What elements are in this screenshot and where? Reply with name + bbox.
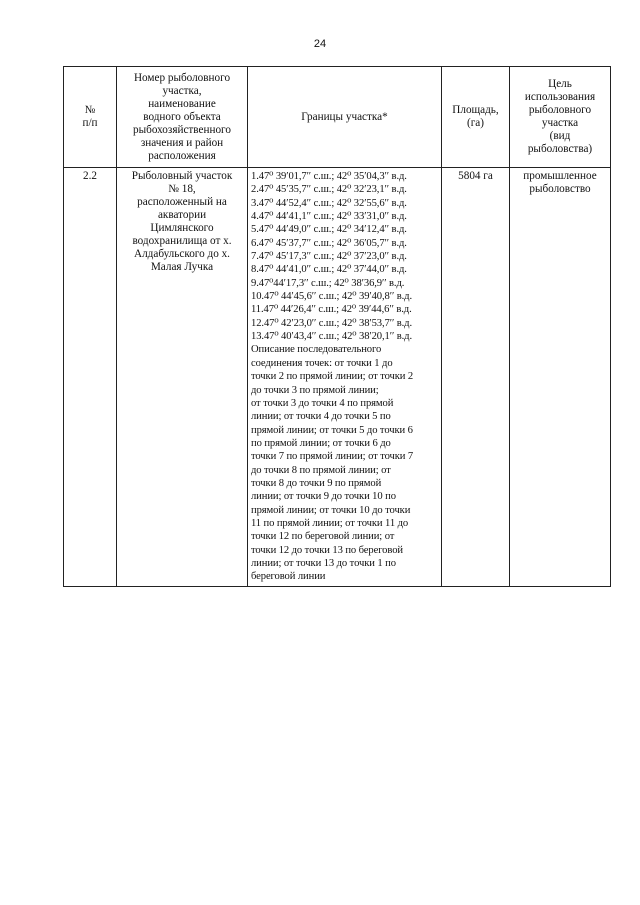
connection-description: прямой линии; от точки 5 до точки 6 <box>251 424 413 436</box>
coordinate-point: 3.47⁰ 44′52,4′′ с.ш.; 42⁰ 32′55,6′′ в.д. <box>251 197 407 209</box>
table-row <box>64 168 611 587</box>
connection-description: до точки 3 по прямой линии; <box>251 384 379 396</box>
connection-description: Описание последовательного <box>251 344 382 356</box>
connection-description: до точки 8 по прямой линии; от <box>251 464 391 476</box>
connection-description: точки 12 до точки 13 по береговой <box>251 544 403 556</box>
connection-description: по прямой линии; от точки 6 до <box>251 437 391 449</box>
connection-description: точки 2 по прямой линии; от точки 2 <box>251 371 414 383</box>
header-area: Площадь, (га) <box>442 67 510 168</box>
coordinate-point: 10.47⁰ 44′45,6′′ с.ш.; 42⁰ 39′40,8′′ в.д. <box>251 291 413 303</box>
coordinate-point: 6.47⁰ 45′37,7′′ с.ш.; 42⁰ 36′05,7′′ в.д. <box>251 237 407 249</box>
connection-description: прямой линии; от точки 10 до точки <box>251 504 411 516</box>
connection-description: от точки 3 до точки 4 по прямой <box>251 397 394 409</box>
header-purpose: Цель использования рыболовного участка (вид рыболовства) <box>510 67 611 168</box>
connection-description: линии; от точки 4 до точки 5 по <box>251 411 391 423</box>
header-bounds: Границы участка* <box>248 67 442 168</box>
row-num: 2.2 <box>64 168 117 587</box>
connection-description: соединения точек: от точки 1 до <box>251 357 393 369</box>
row-bounds <box>248 168 442 587</box>
connection-description: точки 12 по береговой линии; от <box>251 531 395 543</box>
coordinate-point: 12.47⁰ 42′23,0′′ с.ш.; 42⁰ 38′53,7′′ в.д. <box>251 317 413 329</box>
table-header-row <box>64 67 611 168</box>
coordinate-point: 8.47⁰ 44′41,0′′ с.ш.; 42⁰ 37′44,0′′ в.д. <box>251 264 407 276</box>
connection-description: линии; от точки 13 до точки 1 по <box>251 557 396 569</box>
coordinate-point: 9.47⁰44′17,3′′ с.ш.; 42⁰ 38′36,9′′ в.д. <box>251 277 405 289</box>
page-number: 24 <box>313 38 327 50</box>
connection-description: береговой линии <box>251 571 326 583</box>
header-name: Номер рыболовного участка, наименование водного объекта рыбохозяйственного значения и район расположения <box>117 67 248 168</box>
row-purpose: промышленное рыболовство <box>510 168 611 587</box>
connection-description: 11 по прямой линии; от точки 11 до <box>251 517 409 529</box>
coordinate-point: 4.47⁰ 44′41,1′′ с.ш.; 42⁰ 33′31,0′′ в.д. <box>251 211 407 223</box>
coordinate-point: 1.47⁰ 39′01,7′′ с.ш.; 42⁰ 35′04,3′′ в.д. <box>251 171 407 182</box>
connection-description: точки 8 до точки 9 по прямой <box>251 477 382 489</box>
coordinate-point: 2.47⁰ 45′35,7′′ с.ш.; 42⁰ 32′23,1′′ в.д. <box>251 184 407 196</box>
coordinate-point: 13.47⁰ 40′43,4′′ с.ш.; 42⁰ 38′20,1′′ в.д. <box>251 331 413 343</box>
fishing-sites-table <box>63 66 611 587</box>
coordinate-point: 11.47⁰ 44′26,4′′ с.ш.; 42⁰ 39′44,6′′ в.д. <box>251 304 412 316</box>
row-area: 5804 га <box>442 168 510 587</box>
row-site-name: Рыболовный участок № 18, расположенный на акватории Цимлянского водохранилища от х. Алдабульского до х. Малая Лучка <box>117 168 248 587</box>
connection-description: линии; от точки 9 до точки 10 по <box>251 491 396 503</box>
header-num: № п/п <box>64 67 117 168</box>
connection-description: точки 7 по прямой линии; от точки 7 <box>251 451 414 463</box>
coordinate-point: 5.47⁰ 44′49,0′′ с.ш.; 42⁰ 34′12,4′′ в.д. <box>251 224 407 236</box>
coordinate-point: 7.47⁰ 45′17,3′′ с.ш.; 42⁰ 37′23,0′′ в.д. <box>251 251 407 263</box>
